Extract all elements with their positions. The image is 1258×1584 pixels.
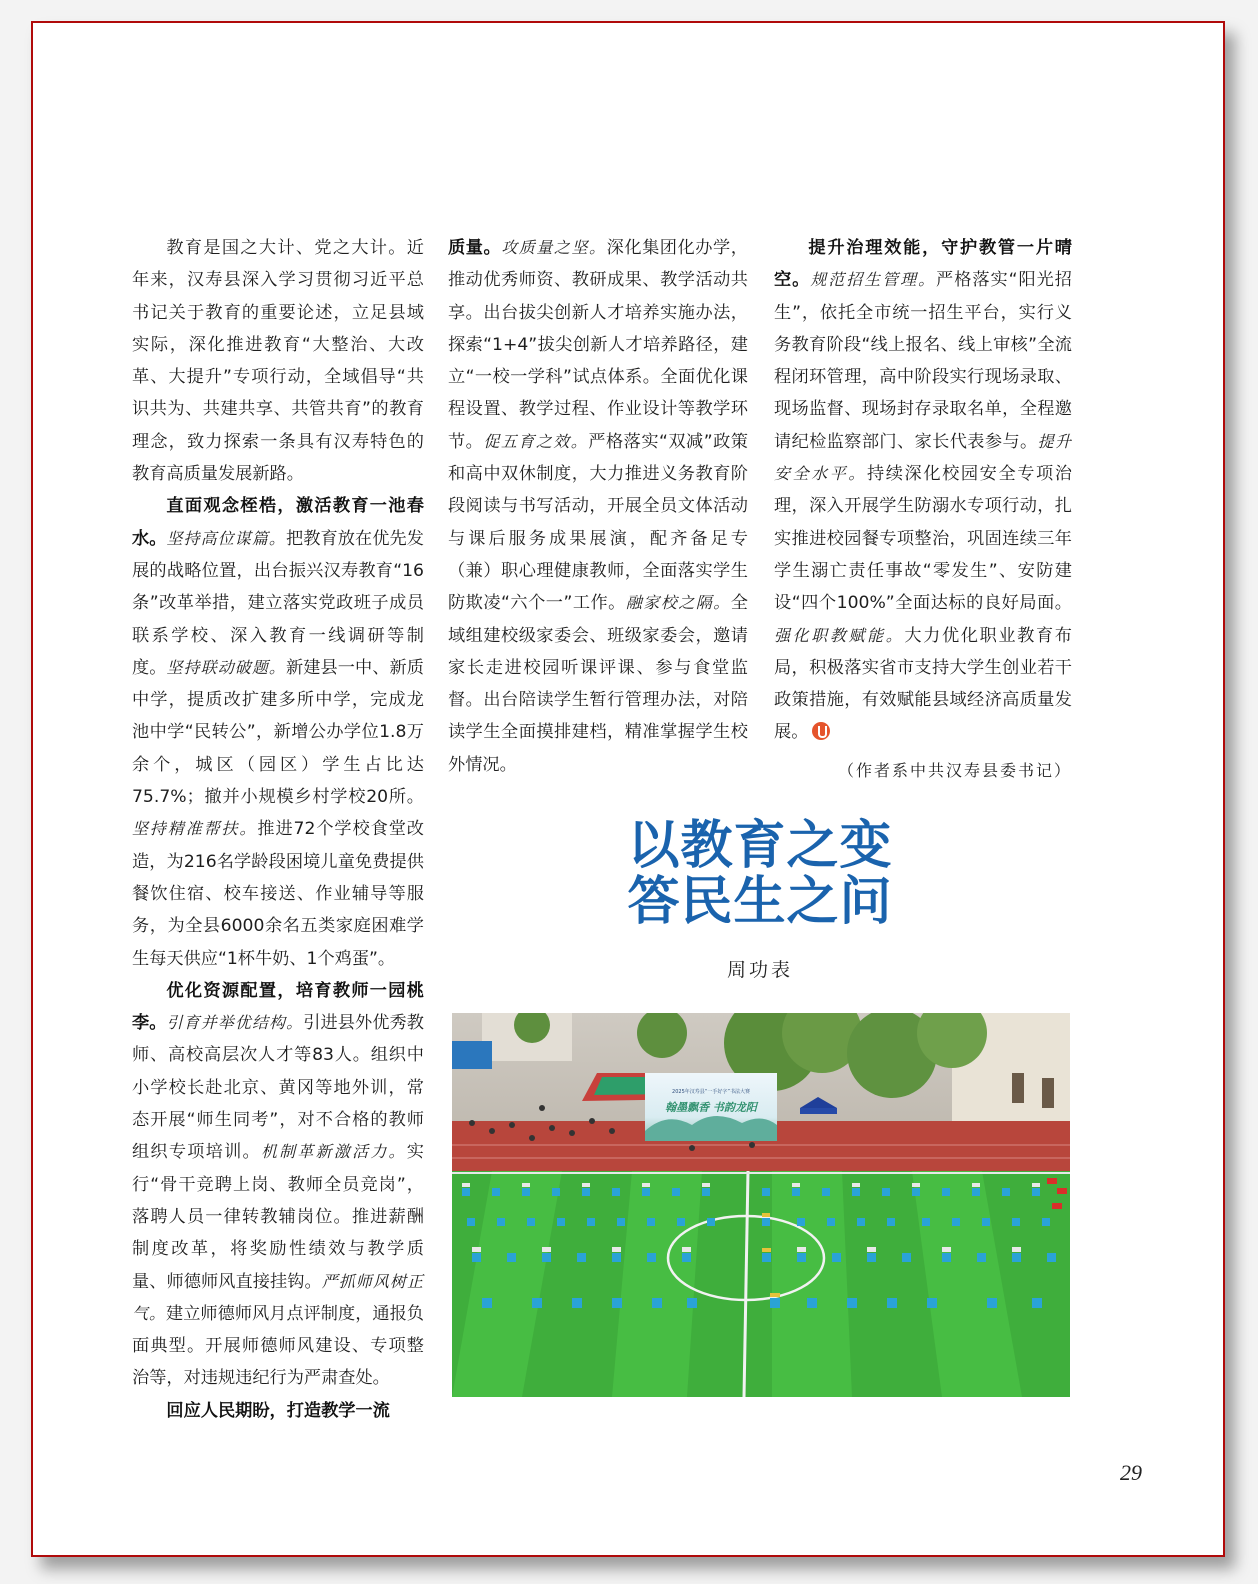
- author-name: 周功表: [726, 959, 793, 981]
- subheading: 规范招生管理。: [810, 270, 937, 290]
- section-4-paragraph: 提升治理效能，守护教管一片晴空。规范招生管理。严格落实“阳光招生”，依托全市统一招生平台，实行义务教育阶段“线上报名、线上审核”全流程闭环管理，高中阶段实行现场录取、现场监督、现场封存录取名单，全程邀请纪检监察部门、家长代表参与。提升安全水平。持续深化校园安全专项治理，深入开展学生防溺水专项行动，扎实推进校园餐专项整治，巩固连续三年学生溺亡责任事故“零发生”、安防建设“四个100%”全面达标的良好局面。强化职教赋能。大力优化职业教育布局，积极落实省市支持大学生创业若干政策措施，有效赋能县域经济高质量发展。: [774, 238, 1072, 743]
- article-column-1: [132, 232, 424, 1427]
- calligraphy-contest-photo: [452, 1013, 1070, 1397]
- section-heading: 提升治理效能，守护教管一片晴空。: [774, 238, 1072, 291]
- subheading: 严抓师风树正气。: [132, 1271, 424, 1323]
- section-1-paragraph: 直面观念桎梏，激活教育一池春水。坚持高位谋篇。把教育放在优先发展的战略位置，出台振兴汉寿教育“16条”改革举措，建立落实党政班子成员联系学校、深入教育一线调研等制度。坚持联动破题。新建县一中、新质中学，提质改扩建多所中学，完成龙池中学“民转公”，新增公办学位1.8万余个，城区（园区）学生占比达75.7%；撤并小规模乡村学校20所。坚持精准帮扶。推进72个学校食堂改造，为216名学龄段困境儿童免费提供餐饮住宿、校车接送、作业辅导等服务，为全县6000余名五类家庭困难学生每天供应“1杯牛奶、1个鸡蛋”。: [132, 496, 424, 969]
- author-note: （作者系中共汉寿县委书记）: [837, 761, 1072, 780]
- section-2-paragraph: 优化资源配置，培育教师一园桃李。引育并举优结构。引进县外优秀教师、高校高层次人才等83人。组织中小学校长赴北京、黄冈等地外训，常态开展“师生同考”，对不合格的教师组织专项培训。机制革新激活力。实行“骨干竞聘上岗、教师全员竞岗”，落聘人员一律转教辅岗位。推进薪酬制度改革，将奖励性绩效与教学质量、师德师风直接挂钩。严抓师风树正气。建立师德师风月点评制度，通报负面典型。开展师德师风建设、专项整治等，对违规违纪行为严肃查处。: [132, 980, 424, 1389]
- svg-text:翰墨飘香 书韵龙阳: 翰墨飘香 书韵龙阳: [665, 1101, 757, 1114]
- page-number: 29: [1120, 1460, 1142, 1485]
- article-photo: [452, 1013, 1070, 1397]
- article-column-2: [448, 232, 748, 781]
- subheading: 促五育之效。: [483, 431, 589, 451]
- subheading: 融家校之隔。: [625, 593, 731, 613]
- subheading: 强化职教赋能。: [774, 625, 905, 645]
- intro-paragraph: 教育是国之大计、党之大计。近年来，汉寿县深入学习贯彻习近平总书记关于教育的重要论述，立足县域实际，深化推进教育“大整治、大改革、大提升”专项行动，全域倡导“共识共为、共建共享、共管共育”的教育理念，致力探索一条具有汉寿特色的教育高质量发展新路。: [132, 238, 424, 485]
- subheading: 坚持精准帮扶。: [132, 819, 258, 839]
- section-heading: 优化资源配置，培育教师一园桃李。: [132, 980, 424, 1034]
- section-heading: 直面观念桎梏，激活教育一池春水。: [132, 496, 424, 549]
- section-3-paragraph: 质量。攻质量之坚。深化集团化办学，推动优秀师资、教研成果、教学活动共享。出台拔尖创新人才培养实施办法，探索“1+4”拔尖创新人才培养路径，建立“一校一学科”试点体系。全面优化课程设置、教学过程、作业设计等教学环节。促五育之效。严格落实“双减”政策和高中双休制度，大力推进义务教育阶段阅读与书写活动，开展全员文体活动与课后服务成果展演，配齐备足专（兼）职心理健康教师，全面落实学生防欺凌“六个一”工作。融家校之隔。全域组建校级家委会、班级家委会，邀请家长走进校园听课评课、参与食堂监督。出台陪读学生暂行管理办法，对陪读学生全面摸排建档，精准掌握学生校外情况。: [448, 238, 748, 775]
- subheading: 机制革新激活力。: [260, 1142, 407, 1162]
- section-heading: 质量。: [448, 238, 502, 258]
- subheading: 引育并举优结构。: [166, 1013, 304, 1033]
- subheading: 攻质量之坚。: [501, 238, 607, 257]
- svg-text:2025年汉寿县“一手好字”书法大赛: 2025年汉寿县“一手好字”书法大赛: [672, 1089, 750, 1095]
- article-column-3: [774, 232, 1072, 749]
- section-3-heading-start: 回应人民期盼，打造教学一流: [166, 1400, 390, 1421]
- subheading: 提升安全水平。: [774, 431, 1072, 484]
- subheading: 坚持联动破题。: [166, 657, 286, 677]
- subheading: 坚持高位谋篇。: [166, 528, 286, 548]
- article-title: 以教育之变 答民生之问: [627, 815, 893, 932]
- article-end-icon: [812, 722, 830, 740]
